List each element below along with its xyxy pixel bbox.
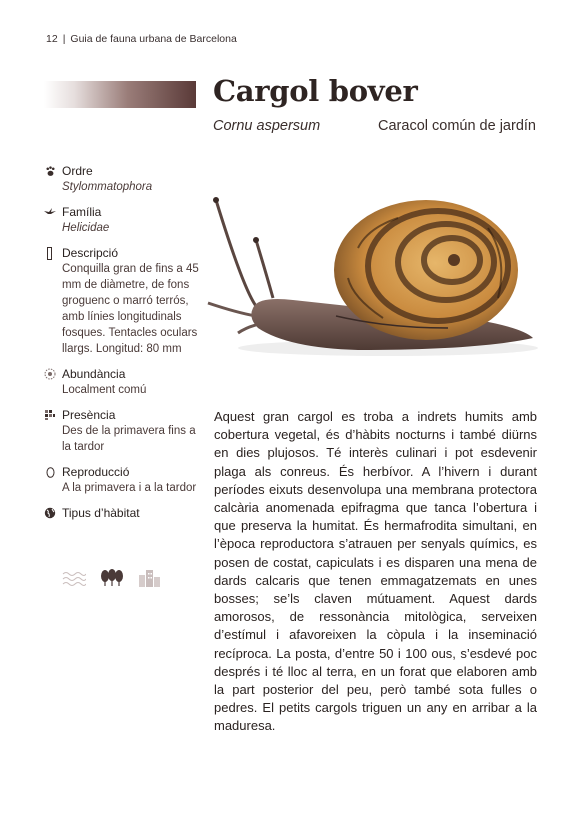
field-value: Localment comú (62, 384, 147, 396)
species-common-name: Cargol bover (213, 74, 418, 108)
title-accent-bar (44, 81, 196, 108)
field-label: Presència (62, 408, 116, 422)
field-description (44, 246, 204, 357)
field-label: Tipus d’hàbitat (62, 506, 140, 520)
buildings-icon (138, 569, 162, 587)
species-body-text: Aquest gran cargol es troba a indrets humits amb cobertura vegetal, és d’hàbits nocturns i també diürns en dies plujosos. Té interès culinari i pot esdevenir plaga als conreus. És herbívor. A l’hivern i durant períodes eixuts desenvolupa una membrana protectora calcària anomenada epifragma que tanca l’obertura i que preserva la humitat. És hermafrodita simultani, en l’època reproductora s’atrauen per senyals químics, es posen de costat, capiculats i es disparen una mena de dards calcaris que tenen emmagatzemats en unes bosses; se’ls claven mútuament. Aquest dards amorosos, de ressonància mitològica, serveixen d’estímul i afavoreixen la còpula i la inseminació recíproca. La posta, d’entre 50 i 100 ous, s’esdevé poc després i té lloc al terra, en un forat que elaboren amb la part posterior del peu, però també sota fulles o pedres. El petits cargols triguen un any en arribar a la maduresa. (214, 409, 537, 734)
species-scientific-name: Cornu aspersum (213, 118, 321, 134)
species-spanish-name: Caracol común de jardín (378, 118, 536, 134)
page-number: 12 (46, 33, 58, 45)
egg-icon (44, 466, 56, 478)
field-family (44, 205, 204, 236)
paw-icon (44, 165, 56, 177)
field-abundance (44, 367, 204, 398)
field-habitat-type (44, 506, 204, 521)
calendar-icon (44, 409, 56, 421)
field-value: Conquilla gran de fins a 45 mm de diàmetre, de fons groguenc o marró terrós, amb línies longitudinals fosques. Tentacles oculars llargs. Longitud: 80 mm (62, 263, 199, 355)
field-value: A la primavera i a la tardor (62, 482, 197, 494)
field-order (44, 164, 204, 195)
habitat-icons (62, 569, 162, 587)
field-value: Stylommatophora (62, 181, 153, 193)
trees-icon (100, 569, 124, 587)
field-label: Reproducció (62, 465, 130, 479)
header-separator: | (62, 33, 66, 45)
species-facts-sidebar (44, 164, 204, 531)
field-label: Família (62, 205, 102, 219)
running-header (46, 33, 237, 45)
ruler-icon (44, 247, 56, 259)
dots-circle-icon (44, 368, 56, 380)
field-value: Des de la primavera fins a la tardor (62, 425, 196, 453)
water-waves-icon (62, 569, 86, 587)
field-presence (44, 408, 204, 455)
field-label: Abundància (62, 367, 126, 381)
book-title: Guia de fauna urbana de Barcelona (70, 33, 237, 45)
globe-icon (44, 507, 56, 519)
bird-icon (44, 206, 56, 218)
field-value: Helicidae (62, 222, 110, 234)
field-label: Descripció (62, 246, 119, 260)
field-label: Ordre (62, 164, 93, 178)
field-reproduction (44, 465, 204, 496)
snail-illustration (198, 188, 543, 378)
